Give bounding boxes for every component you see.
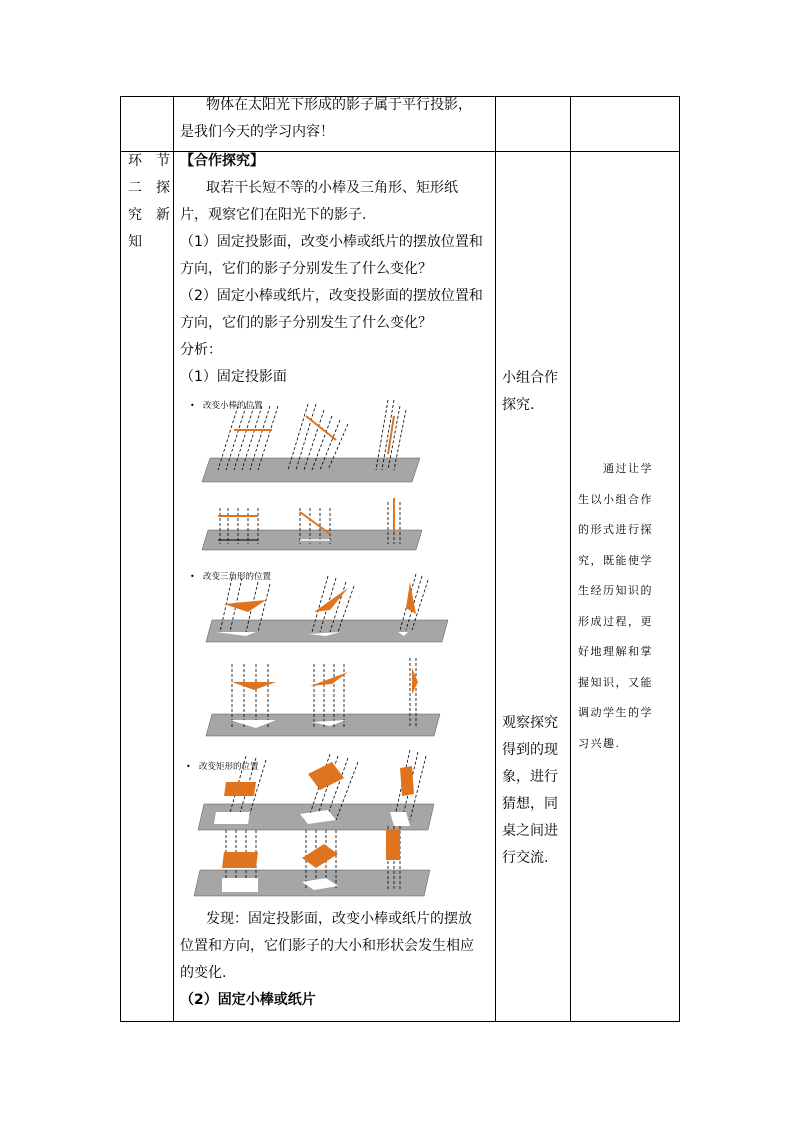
stage-label-1: 环 节: [128, 153, 170, 169]
student-activity-line: 猜想，同: [502, 796, 558, 812]
column-divider: [570, 97, 571, 1021]
sticks-oblique-figure: [202, 400, 420, 482]
caption-rectangles: 改变矩形的位置: [199, 762, 259, 772]
section-heading: 【合作探究】: [180, 153, 264, 169]
shadow: [214, 812, 250, 824]
row1-line-2: 是我们今天的学习内容！: [180, 124, 334, 140]
question2-line-2: 方向，它们的影子分别发生了什么变化？: [180, 315, 432, 331]
column-divider: [173, 97, 174, 1021]
rectangle: [400, 766, 414, 796]
intro-line-2: 片，观察它们在阳光下的影子.: [180, 207, 367, 223]
stage-label-4: 知: [128, 234, 142, 250]
finding-line-3: 的变化.: [180, 965, 227, 981]
bullet-icon: •: [190, 401, 195, 410]
shadow: [222, 878, 258, 892]
finding-line-2: 位置和方向，它们影子的大小和形状会发生相应: [180, 938, 474, 954]
question1-line-2: 方向，它们的影子分别发生了什么变化？: [180, 261, 432, 277]
triangle: [406, 582, 416, 614]
subsection-2: （2）固定小棒或纸片: [180, 992, 316, 1008]
design-intent-line: 握知识，又能: [578, 675, 653, 689]
triangle: [412, 668, 418, 694]
projection-illustration: [180, 396, 455, 906]
projection-plane: [202, 458, 420, 482]
triangle: [310, 672, 348, 686]
rectangle: [224, 782, 256, 796]
rectangle: [386, 830, 400, 860]
student-activity-line: 桌之间进: [502, 823, 558, 839]
student-activity-line: 观察探究: [502, 715, 558, 731]
design-intent-line: 好地理解和掌: [578, 645, 653, 658]
design-intent-line: 调动学生的学: [578, 706, 653, 719]
student-activity-line: 小组合作: [502, 370, 558, 386]
rectangle: [308, 762, 344, 790]
student-activity-line: 得到的现: [502, 742, 558, 758]
rectangles-oblique-figure: [198, 750, 434, 830]
question2-line-1: （2）固定小棒或纸片，改变投影面的摆放位置和: [180, 288, 483, 304]
triangles-perpendicular-figure: [206, 658, 440, 736]
design-intent-line: 习兴趣.: [578, 736, 621, 750]
student-activity-line: 探究.: [502, 397, 535, 413]
analysis-label: 分析：: [180, 342, 222, 358]
stick: [388, 416, 394, 454]
rectangles-perpendicular-figure: [194, 826, 430, 896]
stage-label-3: 究 新: [128, 207, 170, 223]
bullet-icon: •: [190, 572, 195, 581]
bullet-icon: •: [186, 762, 191, 771]
design-intent-line: 形成过程，更: [578, 614, 653, 628]
triangle: [232, 682, 276, 690]
design-intent-line: 的形式进行探: [578, 523, 653, 536]
triangles-oblique-figure: [206, 574, 448, 642]
caption-triangles: 改变三角形的位置: [203, 572, 272, 582]
rectangle: [222, 852, 258, 868]
caption-sticks: 改变小棒的位置: [203, 401, 263, 411]
student-activity-line: 象，进行: [502, 769, 558, 785]
student-activity-line: 行交流.: [502, 850, 549, 866]
rectangle: [302, 844, 338, 868]
column-divider: [495, 97, 496, 1021]
sticks-perpendicular-figure: [202, 498, 422, 550]
design-intent-line: 生以小组合作: [578, 492, 653, 506]
design-intent-line: 究，既能使学: [578, 553, 653, 567]
finding-line-1: 发现：固定投影面，改变小棒或纸片的摆放: [206, 911, 472, 927]
design-intent-line: 生经历知识的: [578, 584, 653, 597]
row1-line-1: 物体在太阳光下形成的影子属于平行投影，: [206, 97, 472, 113]
projection-plane: [206, 714, 440, 736]
question1-line-1: （1）固定投影面，改变小棒或纸片的摆放位置和: [180, 234, 483, 250]
triangle: [224, 600, 266, 612]
subsection-1: （1）固定投影面: [180, 369, 287, 385]
intro-line-1: 取若干长短不等的小棒及三角形、矩形纸: [206, 180, 458, 196]
projection-plane: [206, 620, 448, 642]
stage-label-2: 二 探: [128, 180, 170, 196]
design-intent-line: 通过让学: [578, 462, 653, 475]
